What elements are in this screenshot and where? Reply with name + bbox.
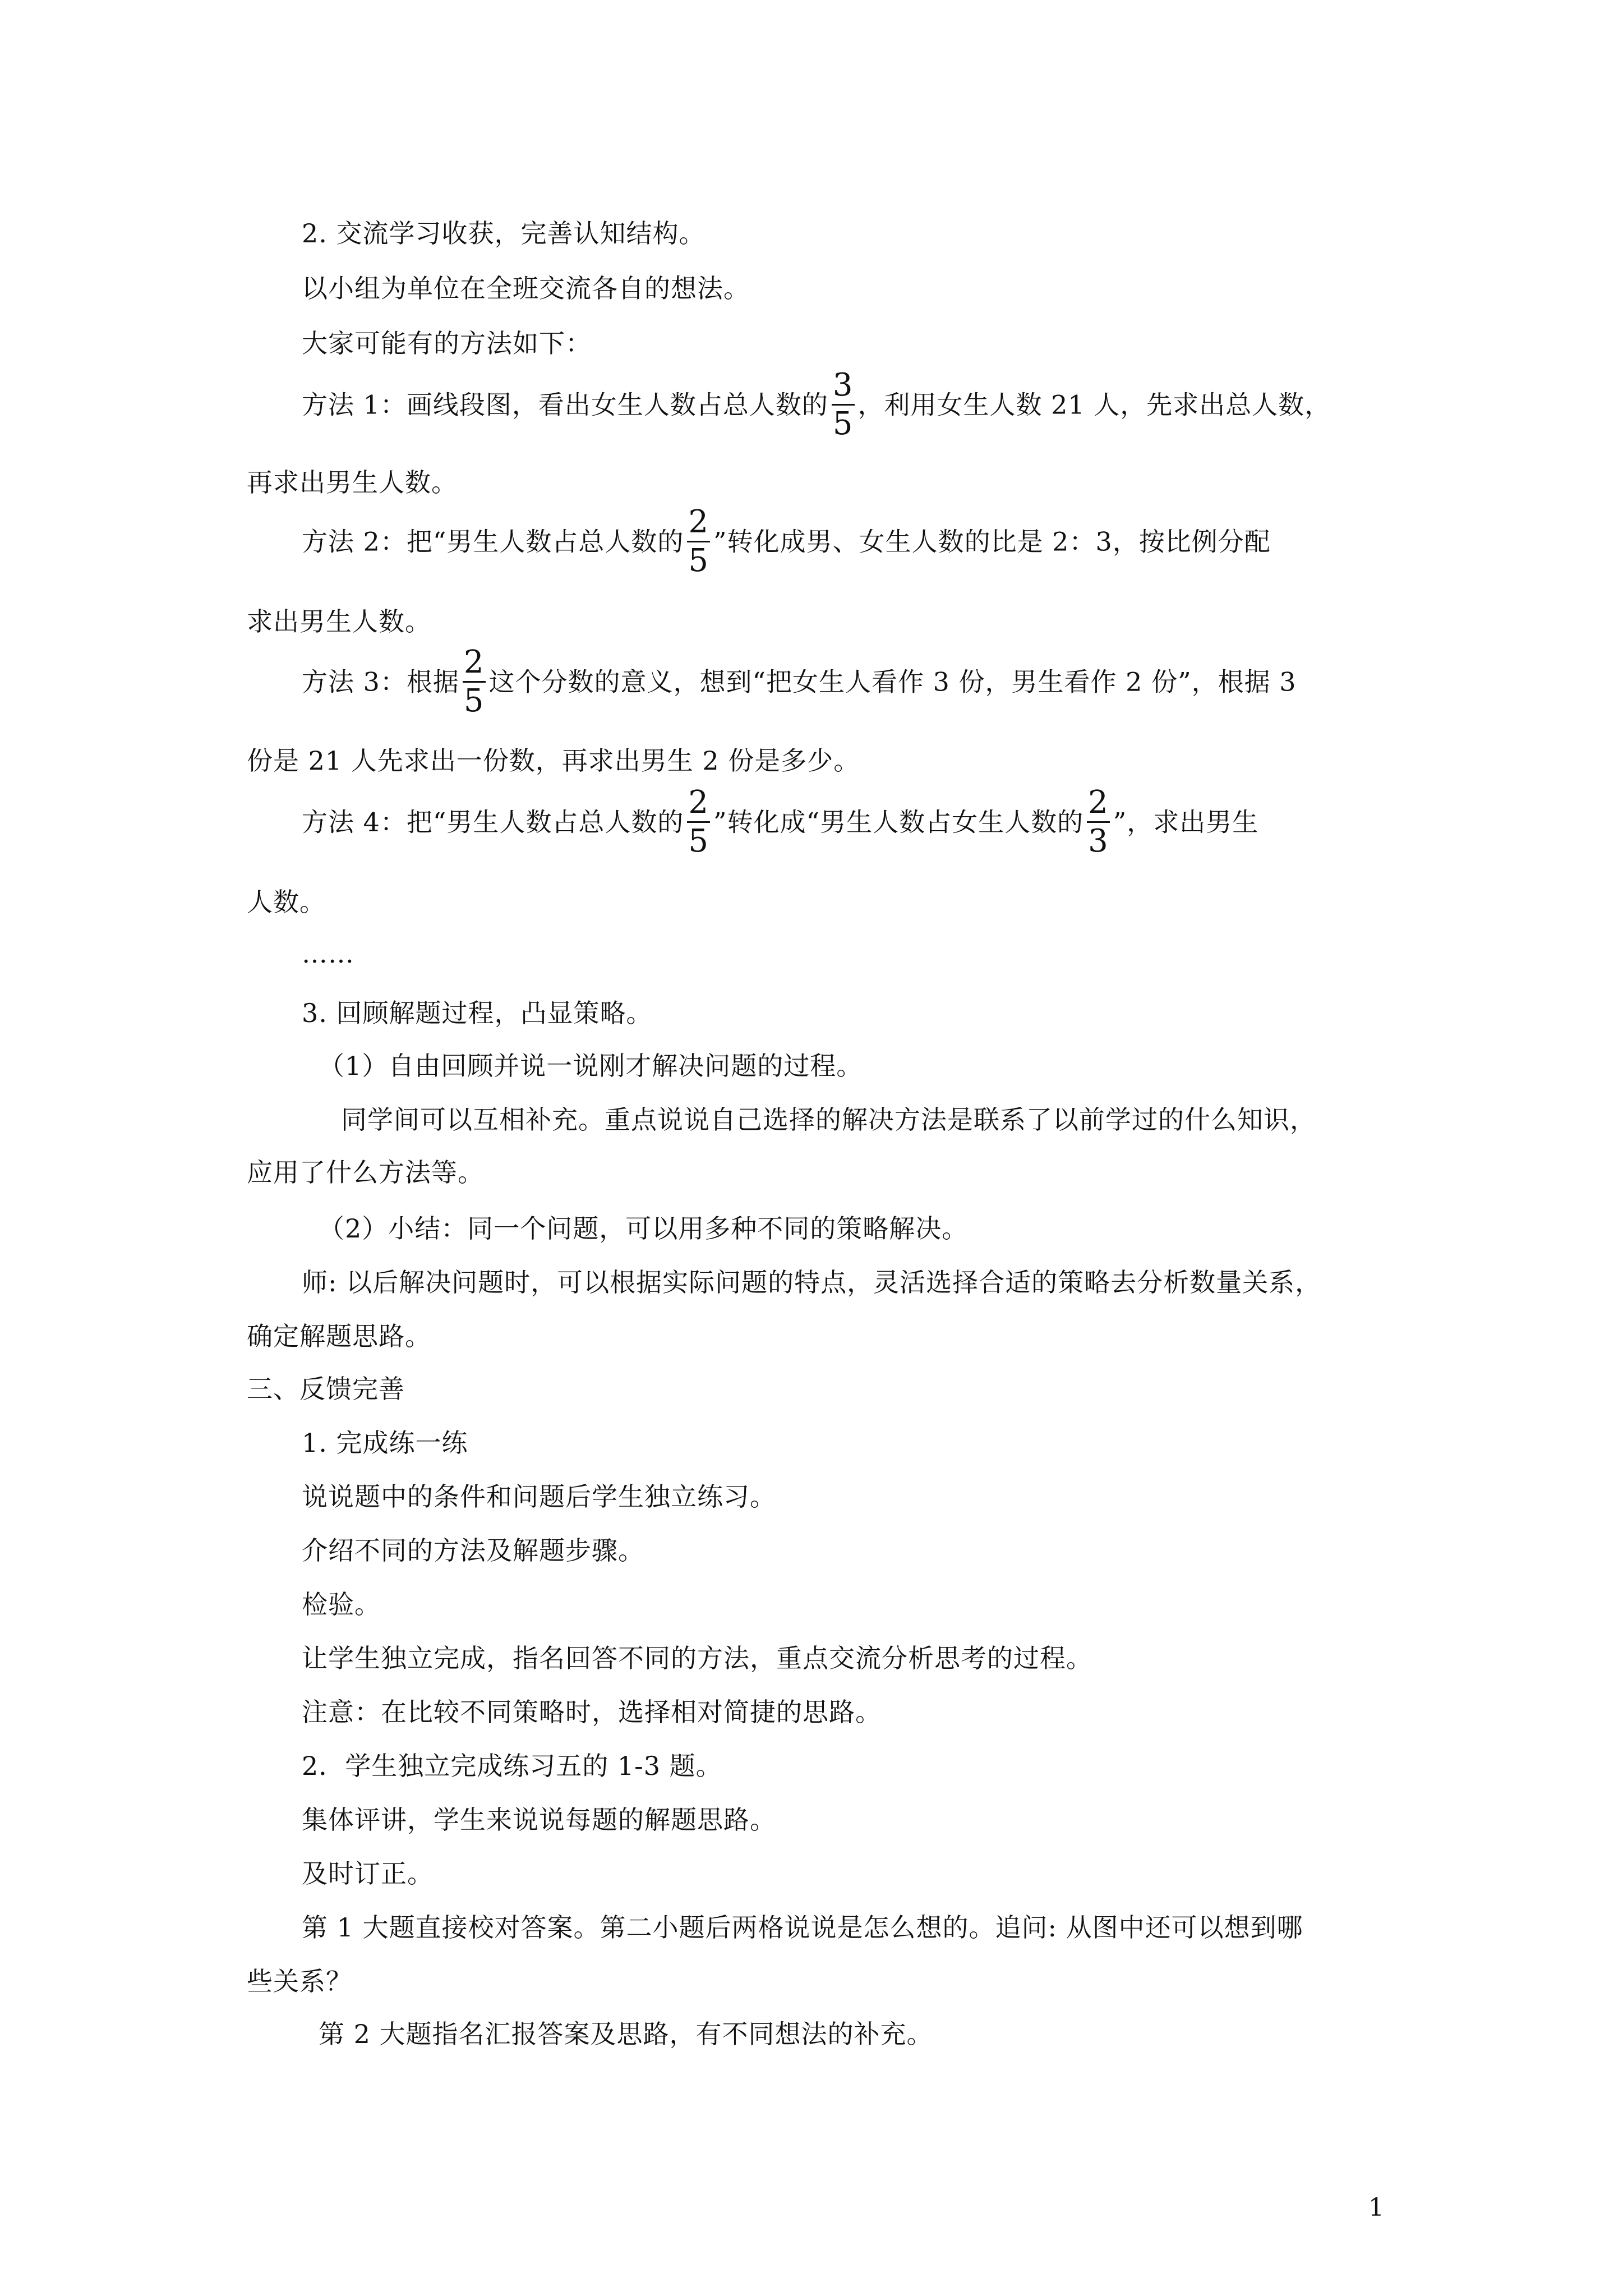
paragraph: 再求出男生人数。 [247,467,458,498]
paragraph: 说说题中的条件和问题后学生独立练习。 [302,1481,776,1512]
heading-3: 3. 回顾解题过程，凸显策略。 [302,998,653,1028]
paragraph: 同学间可以互相补充。重点说说自己选择的解决方法是联系了以前学过的什么知识， [341,1105,1316,1135]
paragraph: 让学生独立完成，指名回答不同的方法，重点交流分析思考的过程。 [302,1643,1092,1673]
heading-2: 2. 交流学习收获，完善认知结构。 [302,218,706,249]
paragraph: 大家可能有的方法如下： [302,328,592,358]
paragraph: 集体评讲，学生来说说每题的解题思路。 [302,1805,776,1835]
denominator: 5 [688,542,709,579]
text: ”，求出男生 [1113,807,1259,838]
text: ，利用女生人数 21 人，先求出总人数， [857,389,1331,420]
heading-2: 2．学生独立完成练习五的 1-3 题。 [302,1751,722,1781]
heading-1: 1. 完成练一练 [302,1428,468,1458]
paragraph: 些关系？ [247,1966,352,1996]
denominator: 5 [688,823,709,859]
paragraph: 人数。 [247,887,326,917]
text: ”转化成“男生人数占女生人数的 [713,807,1084,838]
paragraph: 确定解题思路。 [247,1321,431,1351]
method-4-line [302,784,1259,861]
paragraph: 第 1 大题直接校对答案。第二小题后两格说说是怎么想的。追问: 从图中还可以想到哪 [302,1912,1303,1943]
text: 这个分数的意义，想到“把女生人看作 3 份，男生看作 2 份”，根据 3 [488,666,1297,697]
fraction-3-5 [832,368,855,441]
paragraph: 注意：在比较不同策略时，选择相对简捷的思路。 [302,1697,882,1727]
text: 方法 2：把“男生人数占总人数的 [302,526,684,557]
method-2-line [302,504,1271,581]
numerator: 2 [463,644,485,680]
paragraph: 以小组为单位在全班交流各自的想法。 [302,273,750,303]
paragraph: （1）自由回顾并说一说刚才解决问题的过程。 [319,1051,863,1081]
fraction-2-5 [463,645,486,719]
method-3-line [302,644,1297,721]
paragraph: 师: 以后解决问题时，可以根据实际问题的特点，灵活选择合适的策略去分析数量关系， [302,1267,1322,1297]
fraction-2-5 [687,785,710,859]
text: ”转化成男、女生人数的比是 2：3，按比例分配 [713,526,1271,557]
page-number: 1 [1368,2193,1384,2222]
numerator: 2 [688,504,709,540]
numerator: 2 [1088,784,1109,821]
paragraph: 及时订正。 [302,1858,434,1889]
paragraph: 检验。 [302,1589,381,1619]
ellipsis: …… [302,938,354,969]
paragraph: （2）小结：同一个问题，可以用多种不同的策略解决。 [319,1213,969,1244]
paragraph: 应用了什么方法等。 [247,1157,484,1188]
numerator: 2 [688,784,709,821]
text: 方法 3：根据 [302,666,459,697]
denominator: 3 [1088,823,1109,859]
section-heading: 三、反馈完善 [247,1374,405,1404]
denominator: 5 [463,683,485,719]
method-1-line [302,367,1331,444]
text: 方法 1：画线段图，看出女生人数占总人数的 [302,389,828,420]
fraction-2-5 [687,505,710,578]
paragraph: 介绍不同的方法及解题步骤。 [302,1535,644,1566]
paragraph: 份是 21 人先求出一份数，再求出男生 2 份是多少。 [247,746,860,776]
numerator: 3 [832,367,854,403]
text: 方法 4：把“男生人数占总人数的 [302,807,684,838]
fraction-2-3 [1087,785,1110,859]
paragraph: 求出男生人数。 [247,606,431,637]
denominator: 5 [832,406,854,442]
paragraph: 第 2 大题指名汇报答案及思路，有不同想法的补充。 [319,2019,933,2049]
